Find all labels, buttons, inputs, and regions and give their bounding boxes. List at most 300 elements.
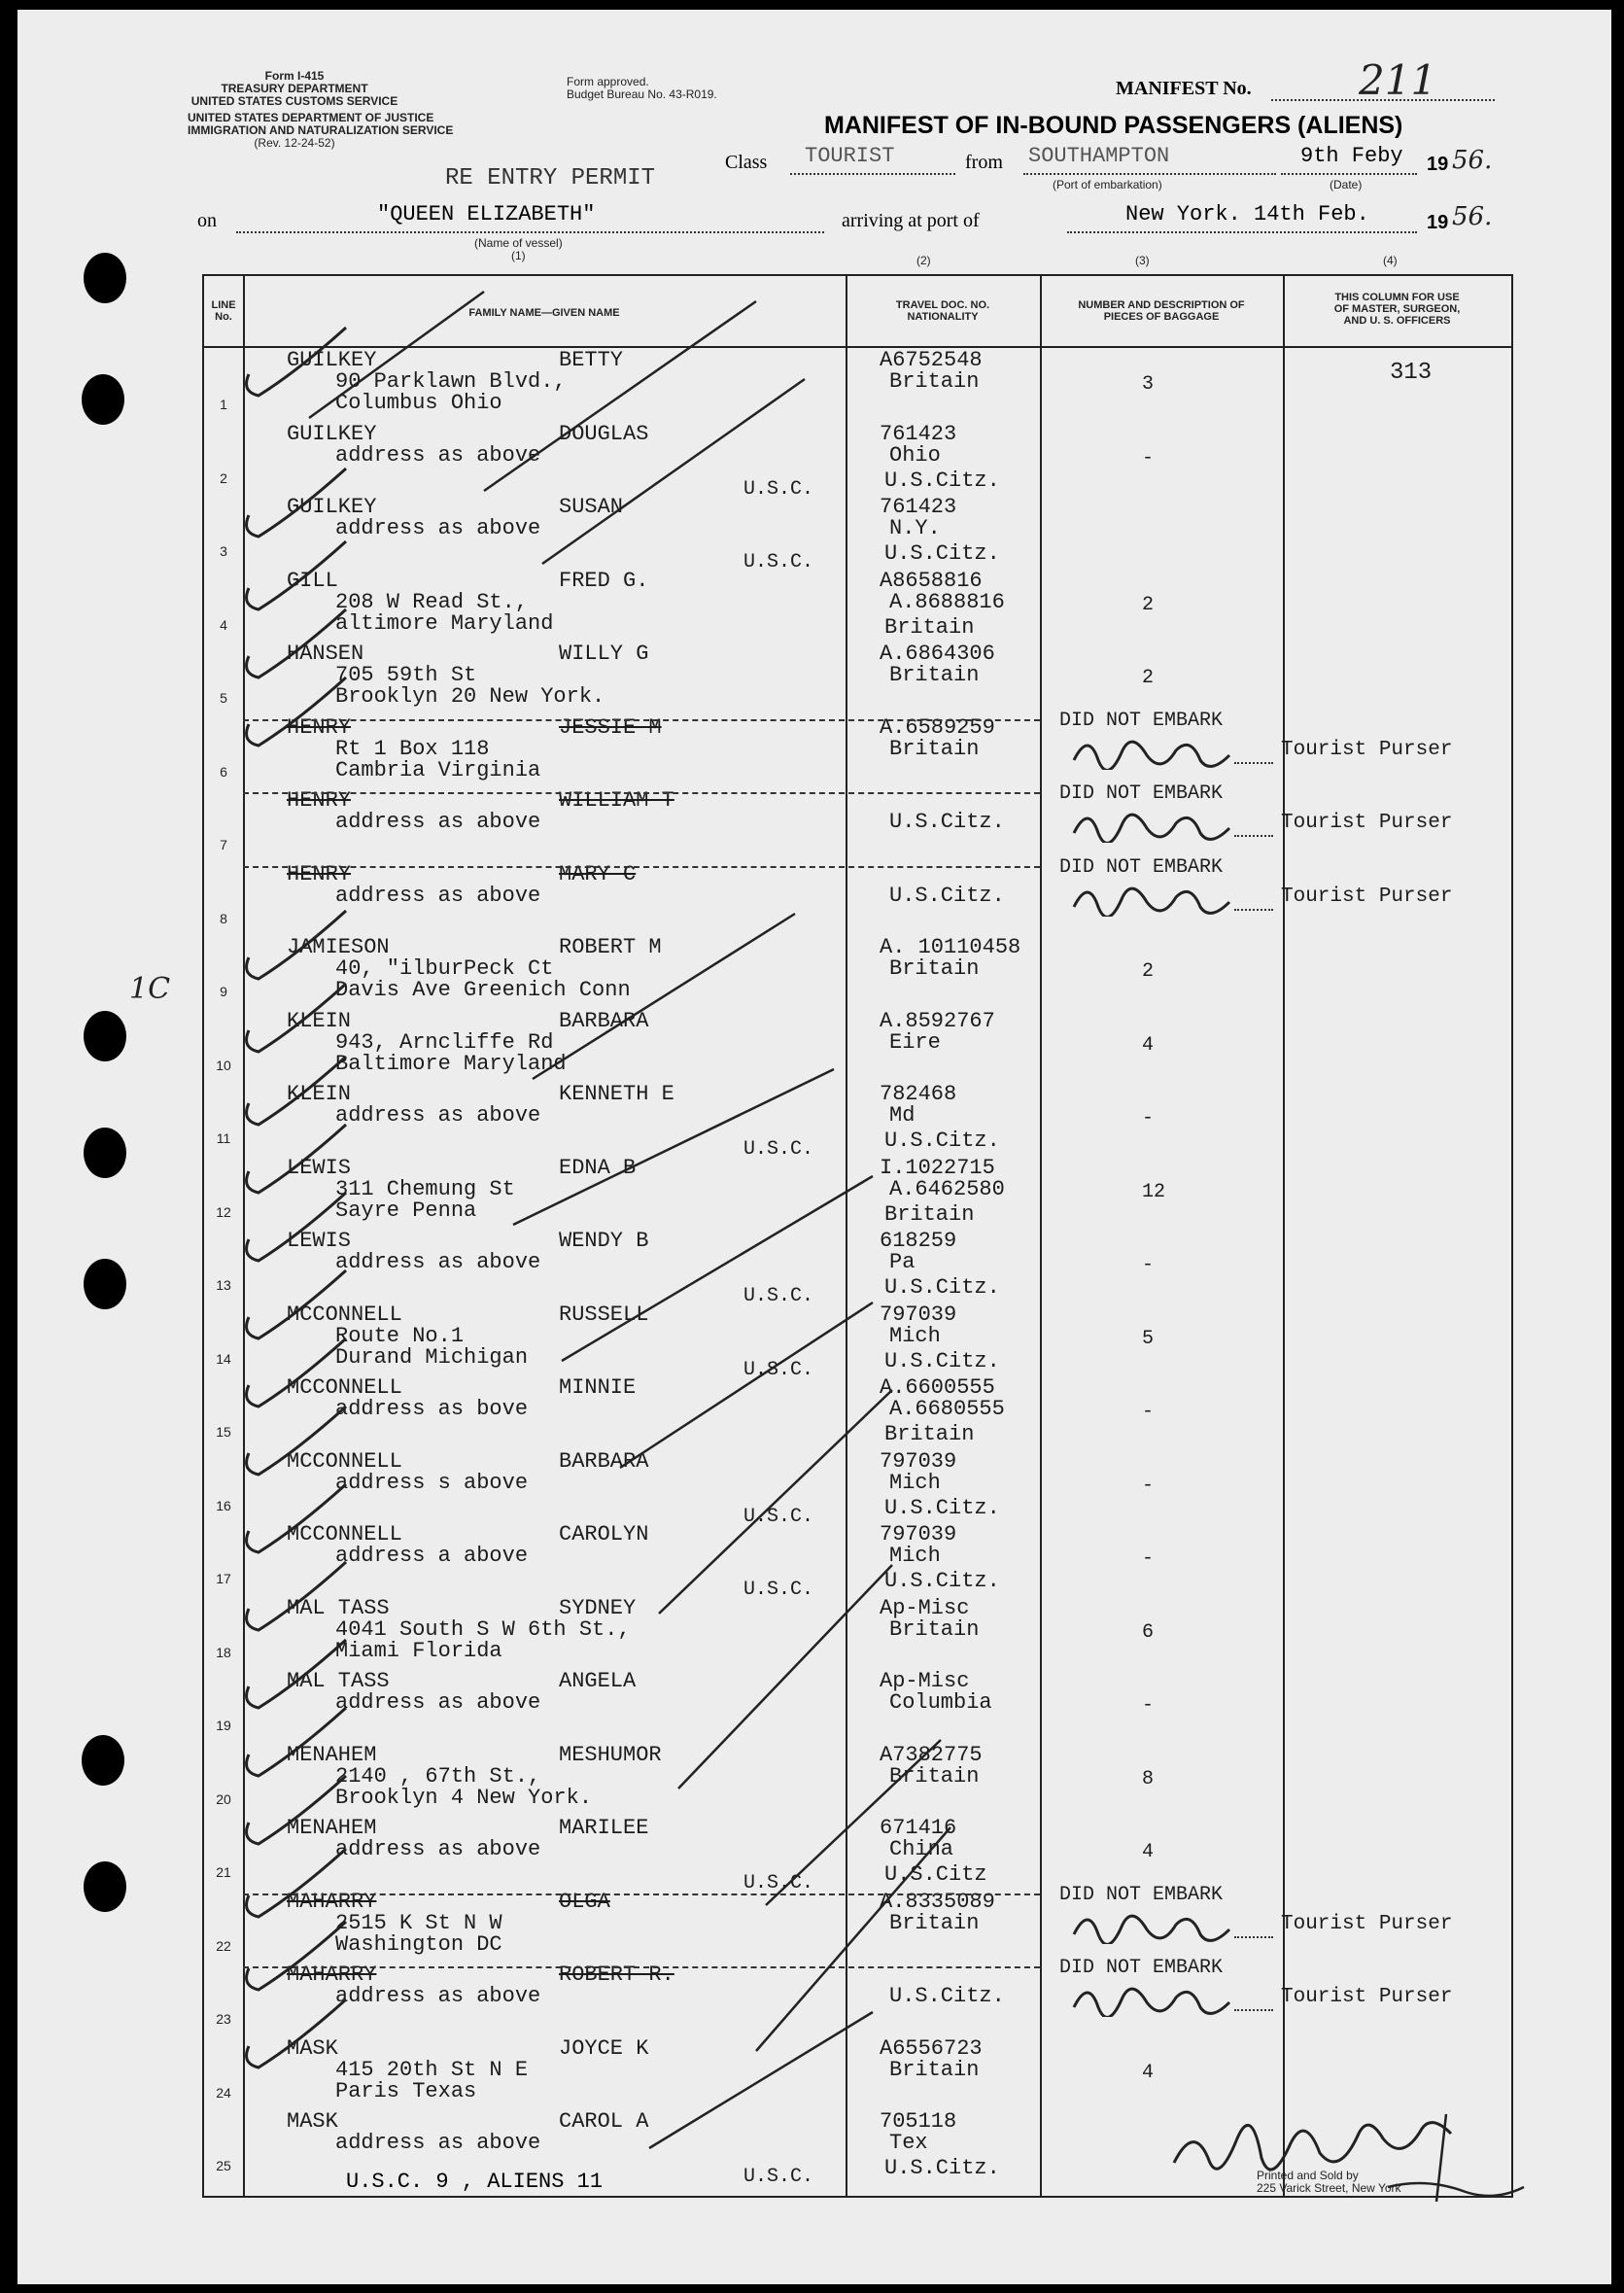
line-number: 15 — [216, 1424, 231, 1440]
table-row — [204, 569, 1511, 643]
travel-doc-number: A6752548 — [880, 348, 983, 372]
address-line-1: 2140 , 67th St., — [335, 1763, 541, 1789]
baggage-count: - — [1142, 1694, 1155, 1717]
family-name: GUILKEY — [287, 495, 377, 519]
cancel-dash-line — [243, 866, 1040, 868]
line-number: 16 — [216, 1497, 231, 1513]
nationality: Mich — [889, 1544, 941, 1568]
col-header-travel-doc: TRAVEL DOC. NO. NATIONALITY — [895, 299, 990, 323]
table-row — [204, 1596, 1511, 1670]
nationality: Britain — [889, 1910, 980, 1935]
nationality-2: U.S.Citz. — [884, 1348, 1000, 1373]
table-row — [204, 855, 1511, 936]
address-line-1: address as above — [335, 516, 541, 540]
given-name: BARBARA — [559, 1008, 649, 1033]
punch-hole — [84, 1259, 126, 1309]
table-row — [204, 1522, 1511, 1601]
nationality: Pa — [889, 1250, 916, 1274]
address-line-1: 90 Parklawn Blvd., — [335, 369, 567, 394]
col-header-line-no: LINE No. — [211, 299, 236, 323]
nationality-2: U.S.Citz — [884, 1862, 987, 1887]
punch-hole — [84, 1861, 126, 1912]
nationality-2: U.S.Citz. — [884, 1275, 1000, 1300]
nationality: U.S.Citz. — [889, 1984, 1005, 2008]
table-row — [204, 1448, 1511, 1528]
baggage-count: - — [1142, 1254, 1155, 1276]
address-line-1: address as above — [335, 810, 541, 834]
address-line-2: Durand Michigan — [335, 1344, 529, 1370]
line-number: 3 — [220, 543, 227, 559]
line-number: 24 — [216, 2084, 231, 2101]
travel-doc-number: 761423 — [880, 421, 957, 446]
address-line-2: altimore Maryland — [335, 610, 554, 636]
address-line-1: address as above — [335, 2131, 541, 2155]
table-row — [204, 495, 1511, 573]
address-line-1: 705 59th St — [335, 663, 477, 687]
given-name: CAROLYN — [559, 1522, 649, 1546]
customs-service: UNITED STATES CUSTOMS SERVICE — [190, 94, 398, 108]
arriving-label: arriving at port of — [842, 210, 980, 231]
did-not-embark-note: DID NOT EMBARK — [1059, 855, 1224, 879]
treasury-dept: TREASURY DEPARTMENT — [221, 82, 368, 95]
given-name: JOYCE K — [559, 2035, 649, 2061]
family-name: MENAHEM — [287, 1816, 377, 1840]
purser-title: Tourist Purser — [1281, 738, 1453, 761]
line-number: 4 — [220, 616, 227, 633]
passenger-table — [202, 274, 1513, 2198]
embark-line — [1023, 173, 1276, 175]
given-name: MINNIE — [559, 1375, 637, 1400]
family-name: MAL TASS — [287, 1669, 390, 1693]
embark-caption: (Port of embarkation) — [1053, 178, 1162, 191]
address-line-2: Davis Ave Greenich Conn — [335, 978, 631, 1002]
nationality-2: U.S.Citz. — [884, 2156, 1000, 2180]
given-name: KENNETH E — [559, 1082, 674, 1106]
line-number: 25 — [216, 2158, 231, 2173]
manifest-number-label: MANIFEST No. — [1116, 78, 1252, 99]
line-number: 18 — [216, 1644, 231, 1660]
family-name: LEWIS — [287, 1229, 352, 1253]
address-line-2: Miami Florida — [335, 1638, 502, 1663]
nationality: Eire — [889, 1029, 941, 1055]
nationality: Britain — [889, 369, 980, 394]
travel-doc-number: 618259 — [880, 1229, 957, 1253]
punch-hole — [82, 374, 124, 425]
line-number: 12 — [216, 1203, 231, 1220]
family-name: LEWIS — [287, 1155, 352, 1180]
embark-port: SOUTHAMPTON — [1028, 144, 1170, 168]
address-line-1: 40, "ilburPeck Ct — [335, 956, 554, 981]
officer-signature — [1164, 2095, 1582, 2211]
address-line-2: Brooklyn 20 New York. — [335, 684, 605, 709]
form-title: MANIFEST OF IN-BOUND PASSENGERS (ALIENS) — [824, 112, 1403, 139]
address-line-1: Route No.1 — [335, 1323, 465, 1348]
nationality: U.S.Citz. — [889, 810, 1005, 834]
travel-doc-number: A.8335089 — [880, 1889, 995, 1914]
date-line — [1281, 173, 1417, 175]
family-name: HENRY — [287, 861, 352, 886]
col3-marker: (3) — [1135, 254, 1150, 267]
manifest-number-value: 211 — [1359, 56, 1437, 104]
col-header-name: FAMILY NAME—GIVEN NAME — [468, 307, 620, 319]
did-not-embark-note: DID NOT EMBARK — [1059, 1883, 1224, 1906]
travel-doc-number: Ap-Misc — [880, 1595, 970, 1620]
class-value: TOURIST — [805, 144, 895, 168]
usc-marker: U.S.C. — [743, 1358, 814, 1381]
cancel-dash-line — [243, 792, 1040, 794]
punch-hole — [84, 253, 126, 303]
usc-marker: U.S.C. — [743, 551, 814, 573]
table-row — [204, 1957, 1511, 2036]
nationality: U.S.Citz. — [889, 883, 1005, 908]
travel-doc-number: 671416 — [880, 1816, 957, 1840]
travel-doc-number: 797039 — [880, 1522, 957, 1546]
address-line-1: address s above — [335, 1470, 529, 1495]
table-row — [204, 1302, 1511, 1381]
travel-doc-number: A.6589259 — [880, 714, 995, 740]
baggage-count: 4 — [1142, 1841, 1155, 1863]
approval-block — [567, 76, 717, 101]
nationality-2: U.S.Citz. — [884, 1495, 1000, 1520]
travel-doc-number: A.8592767 — [880, 1008, 995, 1033]
given-name: ROBERT M — [559, 935, 662, 959]
purser-title: Tourist Purser — [1281, 1986, 1453, 2008]
baggage-count: 8 — [1142, 1767, 1155, 1790]
purser-dotted-line — [1234, 762, 1273, 764]
baggage-count: - — [1142, 1107, 1155, 1129]
table-row — [204, 709, 1511, 789]
baggage-count: - — [1142, 1547, 1155, 1570]
family-name: MENAHEM — [287, 1742, 377, 1767]
given-name: JESSIE M — [559, 714, 662, 740]
given-name: MARY C — [559, 861, 637, 886]
table-row — [204, 782, 1511, 862]
address-line-1: address as above — [335, 1837, 541, 1861]
family-name: MAL TASS — [287, 1595, 390, 1620]
address-line-2: Paris Texas — [335, 2078, 477, 2103]
class-line — [790, 173, 955, 175]
family-name: MASK — [287, 2109, 338, 2134]
given-name: FRED G. — [559, 568, 649, 593]
given-name: MESHUMOR — [559, 1742, 662, 1767]
given-name: CAROL A — [559, 2109, 649, 2134]
purser-title: Tourist Purser — [1281, 885, 1453, 908]
margin-note: 1C — [129, 972, 171, 1006]
reentry-permit: RE ENTRY PERMIT — [445, 165, 656, 191]
cancel-dash-line — [243, 1893, 1040, 1895]
line-number: 7 — [220, 837, 227, 852]
address-line-1: 2515 K St N W — [335, 1910, 502, 1935]
table-row — [204, 1375, 1511, 1449]
line-number: 19 — [216, 1718, 231, 1733]
usc-marker: U.S.C. — [743, 1285, 814, 1307]
family-name: KLEIN — [287, 1082, 352, 1106]
cancel-dash-line — [243, 719, 1040, 721]
address-line-2: Brooklyn 4 New York. — [335, 1785, 593, 1810]
vessel-name: "QUEEN ELIZABETH" — [377, 202, 596, 226]
family-name: KLEIN — [287, 1008, 352, 1033]
budget-bureau-line: Budget Bureau No. 43-R019. — [567, 87, 717, 101]
line-number: 6 — [220, 763, 227, 780]
usc-marker: U.S.C. — [743, 477, 814, 501]
baggage-count: 12 — [1142, 1180, 1166, 1203]
address-line-1: address a above — [335, 1544, 529, 1568]
nationality: Ohio — [889, 442, 941, 468]
travel-doc-number: A. 10110458 — [880, 935, 1021, 959]
travel-doc-number: 797039 — [880, 1448, 957, 1474]
address-line-1: 208 W Read St., — [335, 589, 529, 614]
usc-marker: U.S.C. — [743, 1138, 814, 1161]
printer-address: 225 Varick Street, New York — [1257, 2181, 1401, 2195]
nationality-2: Britain — [884, 1422, 975, 1446]
table-row — [204, 1156, 1511, 1230]
col-header-officers: THIS COLUMN FOR USE OF MASTER, SURGEON, AND U. S. OFFICERS — [1333, 292, 1461, 327]
address-line-1: 415 20th St N E — [335, 2057, 529, 2082]
family-name: MCCONNELL — [287, 1448, 402, 1474]
year-prefix: 19 — [1427, 154, 1449, 175]
nationality: N.Y. — [889, 516, 941, 540]
nationality: Britain — [889, 2057, 980, 2082]
line-number: 13 — [216, 1277, 231, 1293]
embark-date: 9th Feby — [1300, 144, 1403, 168]
nationality: Md — [889, 1103, 916, 1128]
table-row — [204, 1743, 1511, 1817]
given-name: EDNA B — [559, 1155, 637, 1180]
usc-marker: U.S.C. — [743, 1872, 814, 1894]
line-number: 8 — [220, 910, 227, 926]
baggage-count: 2 — [1142, 593, 1155, 616]
justice-dept: UNITED STATES DEPARTMENT OF JUSTICE — [188, 111, 434, 124]
address-line-1: address as above — [335, 442, 541, 468]
purser-initials — [1069, 1978, 1263, 2024]
address-line-2: Columbus Ohio — [335, 391, 502, 415]
family-name: GUILKEY — [287, 348, 377, 372]
travel-doc-number: Ap-Misc — [880, 1669, 970, 1693]
family-name: JAMIESON — [287, 935, 390, 959]
punch-hole — [84, 1011, 126, 1061]
given-name: RUSSELL — [559, 1302, 649, 1327]
nationality: Tex — [889, 2131, 928, 2155]
nationality: Britain — [889, 1616, 980, 1642]
table-row — [204, 1009, 1511, 1083]
nationality: A.6462580 — [889, 1176, 1005, 1201]
line-number: 20 — [216, 1790, 231, 1807]
baggage-count: 2 — [1142, 960, 1155, 983]
given-name: WILLIAM T — [559, 788, 674, 813]
usc-marker: U.S.C. — [743, 2166, 814, 2188]
line-number: 17 — [216, 1571, 231, 1586]
address-line-1: Rt 1 Box 118 — [335, 736, 490, 761]
from-label: from — [965, 152, 1003, 173]
did-not-embark-note: DID NOT EMBARK — [1059, 709, 1224, 732]
date-caption: (Date) — [1330, 178, 1363, 191]
address-line-2: Washington DC — [335, 1931, 502, 1957]
given-name: OLGA — [559, 1889, 610, 1914]
baggage-count: 4 — [1142, 2061, 1155, 2084]
line-number: 21 — [216, 1864, 231, 1880]
officer-mark: 313 — [1390, 360, 1433, 386]
given-name: WENDY B — [559, 1229, 649, 1253]
baggage-count: 6 — [1142, 1620, 1155, 1644]
given-name: ROBERT R. — [559, 1963, 674, 1987]
nationality-2: Britain — [884, 1201, 975, 1227]
embark-year: 56. — [1452, 146, 1493, 175]
given-name: BETTY — [559, 348, 624, 372]
vessel-caption-text: (Name of vessel) — [474, 236, 563, 250]
travel-doc-number: 797039 — [880, 1302, 957, 1327]
form-revision: (Rev. 12-24-52) — [254, 136, 335, 150]
nationality: Britain — [889, 663, 980, 687]
arrival-year: 56. — [1452, 202, 1493, 231]
ins-service: IMMIGRATION AND NATURALIZATION SERVICE — [188, 123, 454, 137]
nationality: Britain — [889, 956, 980, 981]
col1-marker: (1) — [511, 249, 526, 262]
line-number: 2 — [220, 469, 227, 486]
line-number: 11 — [216, 1130, 231, 1146]
address-line-1: address as bove — [335, 1397, 529, 1421]
family-name: MAHARRY — [287, 1889, 377, 1914]
given-name: SYDNEY — [559, 1595, 637, 1620]
nationality: China — [889, 1837, 954, 1861]
travel-doc-number: A8658816 — [880, 568, 983, 593]
line-number: 14 — [216, 1350, 231, 1367]
baggage-count: 5 — [1142, 1327, 1155, 1350]
purser-dotted-line — [1234, 835, 1273, 837]
address-line-1: address as above — [335, 883, 541, 908]
address-line-1: 311 Chemung St — [335, 1176, 515, 1201]
table-row — [204, 421, 1511, 501]
nationality: Mich — [889, 1470, 941, 1495]
travel-doc-number: A6556723 — [880, 2035, 983, 2061]
family-name: HANSEN — [287, 642, 364, 666]
did-not-embark-note: DID NOT EMBARK — [1059, 782, 1224, 805]
line-number: 9 — [220, 984, 227, 999]
purser-dotted-line — [1234, 2009, 1273, 2011]
vessel-line — [236, 231, 824, 233]
family-name: MCCONNELL — [287, 1522, 402, 1546]
address-line-2: Cambria Virginia — [335, 757, 541, 782]
baggage-count: 2 — [1142, 667, 1155, 689]
address-line-1: address as above — [335, 1250, 541, 1274]
address-line-1: 943, Arncliffe Rd — [335, 1029, 554, 1055]
col2-marker: (2) — [916, 254, 931, 267]
given-name: MARILEE — [559, 1816, 649, 1840]
family-name: GILL — [287, 568, 338, 593]
family-name: MASK — [287, 2035, 338, 2061]
baggage-count: - — [1142, 1474, 1155, 1497]
agency-block — [188, 69, 454, 150]
form-number: Form I-415 — [264, 69, 325, 83]
arrival-port: New York. 14th Feb. — [1125, 202, 1369, 226]
vessel-caption — [474, 237, 563, 262]
nationality-2: U.S.Citz. — [884, 1569, 1000, 1593]
col4-marker: (4) — [1383, 254, 1398, 267]
travel-doc-number: A7382775 — [880, 1742, 983, 1767]
table-row — [204, 1669, 1511, 1743]
footer-summary: U.S.C. 9 , ALIENS 11 — [346, 2170, 604, 2194]
given-name: ANGELA — [559, 1669, 637, 1693]
table-row — [204, 642, 1511, 715]
line-number: 10 — [216, 1057, 231, 1073]
nationality-2: U.S.Citz. — [884, 468, 1000, 493]
punch-hole — [84, 1128, 126, 1178]
travel-doc-number: A.6864306 — [880, 642, 995, 666]
printer-line: Printed and Sold by — [1257, 2169, 1359, 2182]
given-name: WILLY G — [559, 642, 649, 666]
table-row — [204, 935, 1511, 1009]
address-line-1: 4041 South S W 6th St., — [335, 1616, 631, 1642]
family-name: MCCONNELL — [287, 1375, 402, 1400]
usc-marker: U.S.C. — [743, 1579, 814, 1601]
purser-initials — [1069, 804, 1263, 850]
purser-initials — [1069, 1905, 1263, 1951]
travel-doc-number: 782468 — [880, 1082, 957, 1106]
arrival-year-prefix: 19 — [1427, 212, 1449, 233]
nationality-2: Britain — [884, 614, 975, 640]
baggage-count: 3 — [1142, 373, 1155, 396]
purser-title: Tourist Purser — [1281, 1912, 1453, 1935]
nationality-2: U.S.Citz. — [884, 541, 1000, 566]
line-number: 22 — [216, 1937, 231, 1954]
table-row — [204, 348, 1511, 422]
purser-dotted-line — [1234, 909, 1273, 911]
approval-line: Form approved. — [567, 75, 649, 88]
address-line-1: address as above — [335, 1690, 541, 1715]
nationality: A.8688816 — [889, 589, 1005, 614]
given-name: SUSAN — [559, 495, 624, 519]
table-row — [204, 1082, 1511, 1161]
nationality-2: U.S.Citz. — [884, 1129, 1000, 1153]
nationality: Columbia — [889, 1690, 992, 1715]
address-line-1: address as above — [335, 1984, 541, 2008]
purser-title: Tourist Purser — [1281, 812, 1453, 834]
col-header-baggage: NUMBER AND DESCRIPTION OF PIECES OF BAGGAGE — [1078, 299, 1245, 323]
nationality: Mich — [889, 1323, 941, 1348]
travel-doc-number: 705118 — [880, 2109, 957, 2134]
cancel-dash-line — [243, 1966, 1040, 1968]
table-row — [204, 1816, 1511, 1894]
family-name: GUILKEY — [287, 421, 377, 446]
given-name: BARBARA — [559, 1448, 649, 1474]
family-name: HENRY — [287, 788, 352, 813]
nationality: Britain — [889, 1763, 980, 1789]
baggage-count: 4 — [1142, 1033, 1155, 1057]
class-label: Class — [725, 152, 768, 173]
line-number: 23 — [216, 2011, 231, 2027]
table-row — [204, 1229, 1511, 1307]
baggage-count: - — [1142, 446, 1155, 469]
nationality: Britain — [889, 736, 980, 761]
nationality: A.6680555 — [889, 1397, 1005, 1421]
address-line-2: Sayre Penna — [335, 1198, 477, 1223]
travel-doc-number: A.6600555 — [880, 1375, 995, 1400]
line-number: 5 — [220, 690, 227, 706]
family-name: HENRY — [287, 714, 352, 740]
purser-initials — [1069, 731, 1263, 777]
travel-doc-number: 761423 — [880, 495, 957, 519]
manifest-page — [17, 10, 1611, 2284]
address-line-1: address as above — [335, 1103, 541, 1128]
family-name: MAHARRY — [287, 1963, 377, 1987]
purser-initials — [1069, 878, 1263, 923]
usc-marker: U.S.C. — [743, 1505, 814, 1528]
line-number: 1 — [220, 397, 227, 412]
family-name: MCCONNELL — [287, 1302, 402, 1327]
did-not-embark-note: DID NOT EMBARK — [1059, 1957, 1224, 1979]
baggage-count: - — [1142, 1401, 1155, 1423]
travel-doc-number: I.1022715 — [880, 1155, 995, 1180]
purser-dotted-line — [1234, 1936, 1273, 1938]
